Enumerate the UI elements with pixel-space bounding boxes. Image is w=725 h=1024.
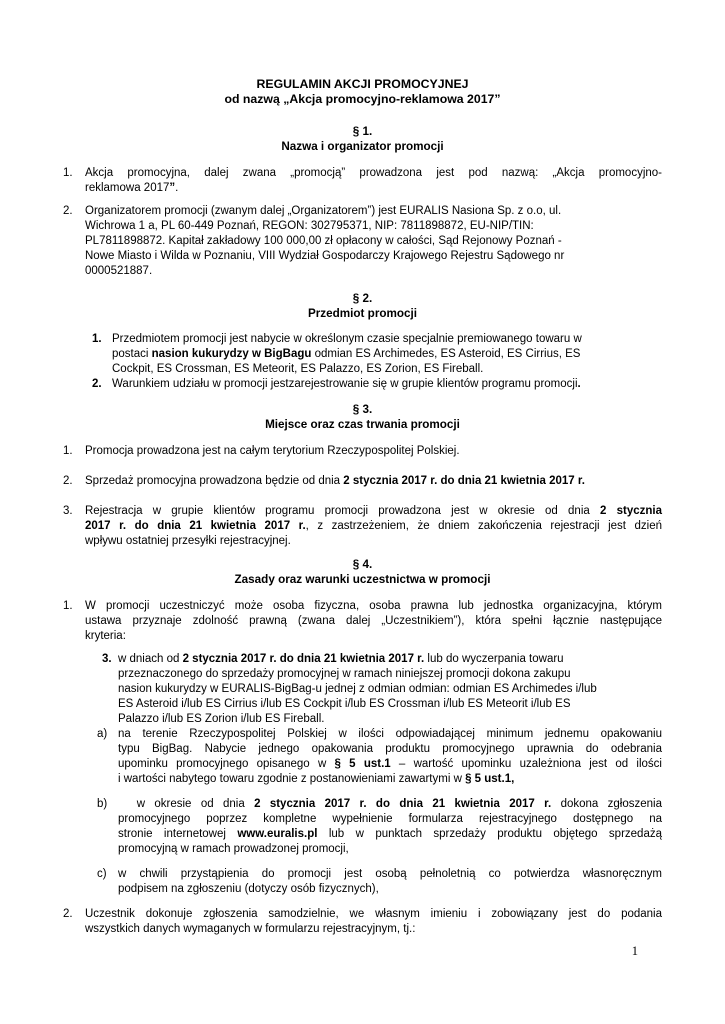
- text-segment: .: [577, 378, 581, 390]
- text-segment: w okresie od dnia: [118, 798, 255, 810]
- list-item: [63, 652, 662, 727]
- item-text: [85, 444, 662, 459]
- text-segment: § 5 ust.1: [334, 758, 391, 770]
- item-marker: a): [97, 728, 108, 740]
- text-segment: PL7811898872. Kapitał zakładowy 100 000,00 zł opłacony w całości, Sąd Rejonowy Poznań -: [85, 235, 562, 247]
- item-text: [85, 504, 662, 549]
- text-segment: 2017 r. do dnia 21 kwietnia 2017 r.: [85, 520, 306, 532]
- text-line: [85, 234, 662, 249]
- item-marker: 1.: [63, 445, 73, 457]
- text-line: [85, 204, 662, 219]
- text-line: [112, 332, 662, 347]
- text-line: [118, 842, 662, 857]
- text-line: [85, 474, 662, 489]
- text-segment: upominku promocyjnego opisanego w: [118, 758, 335, 770]
- text-segment: Akcja promocyjna, dalej zwana „promocją” prowadzona jest pod nazwą: „Akcja promocyjno-: [85, 167, 662, 179]
- section-heading: [63, 402, 662, 432]
- item-text: [85, 599, 662, 644]
- list-item: [63, 377, 662, 392]
- item-marker: 2.: [63, 908, 73, 920]
- text-segment: typu BigBag. Nabycie jednego opakowania produktu promocyjnego uprawnia do odebrania: [118, 743, 662, 755]
- text-segment: i wartości nabytego towaru zgodnie z postanowieniami zawartymi w: [118, 773, 466, 785]
- text-segment: nasion kukurydzy w EURALIS-BigBag-u jednej z odmian odmian: odmian ES Archimedes i/lub: [118, 683, 597, 695]
- text-segment: promocyjną w ramach prowadzonej promocji,: [118, 843, 349, 855]
- list-item: [63, 332, 662, 377]
- text-line: [112, 362, 662, 377]
- text-line: [85, 264, 662, 279]
- item-text: [85, 474, 662, 489]
- item-marker: 2.: [63, 475, 73, 487]
- text-segment: odmian ES Archimedes, ES Asteroid, ES Cirrius, ES: [311, 348, 581, 360]
- text-segment: 2 stycznia 2017 r. do dnia 21 kwietnia 2017 r.: [343, 475, 585, 487]
- text-line: [118, 667, 662, 682]
- list-item: [63, 599, 662, 644]
- text-segment: Organizatorem promocji (zwanym dalej „Organizatorem”) jest EURALIS Nasiona Sp. z o.o, ul.: [85, 205, 562, 217]
- text-line: [118, 772, 662, 787]
- item-marker: 1.: [92, 333, 102, 345]
- text-segment: lub w punktach sprzedaży produktu objętego sprzedażą: [317, 828, 662, 840]
- text-line: [85, 534, 662, 549]
- text-line: [118, 712, 662, 727]
- text-segment: Uczestnik dokonuje zgłoszenia samodzielnie, we własnym imieniu i zobowiązany jest do podania: [85, 908, 662, 920]
- title-line-1: REGULAMIN AKCJI PROMOCYJNEJ: [256, 77, 469, 91]
- text-segment: Wichrowa 1 a, PL 60-449 Poznań, REGON: 302795371, NIP: 7811898872, EU-NIP/TIN:: [85, 220, 534, 232]
- list-item: [63, 204, 662, 279]
- text-segment: Palazzo i/lub ES Zorion i/lub ES Fireball.: [118, 713, 325, 725]
- section-number: § 2.: [352, 292, 373, 305]
- text-line: [118, 742, 662, 757]
- item-marker: 3.: [63, 505, 73, 517]
- text-segment: lub do wyczerpania towaru: [424, 653, 564, 665]
- page-footer: [63, 944, 662, 959]
- text-line: [85, 519, 662, 534]
- text-line: [112, 347, 662, 362]
- text-line: [85, 444, 662, 459]
- item-marker: b): [97, 798, 108, 810]
- item-marker: 2.: [92, 378, 102, 390]
- text-segment: 2 stycznia 2017 r. do dnia 21 kwietnia 2017 r.: [254, 798, 552, 810]
- section-heading: [63, 124, 662, 154]
- text-segment: kryteria:: [85, 630, 126, 642]
- list-item: [63, 444, 662, 459]
- item-text: [85, 907, 662, 937]
- text-line: [85, 599, 662, 614]
- text-segment: W promocji uczestniczyć może osoba fizyczna, osoba prawna lub jednostka organizacyjna, którym: [85, 600, 662, 612]
- text-segment: ES Asteroid i/lub ES Cirrius i/lub ES Cockpit i/lub ES Crossman i/lub ES Meteorit i/lub ES: [118, 698, 571, 710]
- list-item: [63, 907, 662, 937]
- text-segment: w dniach od: [118, 653, 183, 665]
- text-segment: stronie internetowej: [118, 828, 238, 840]
- text-line: [118, 882, 662, 897]
- text-line: [118, 682, 662, 697]
- list-item: [63, 474, 662, 489]
- item-text: [112, 332, 662, 377]
- section-number: § 3.: [352, 403, 373, 416]
- text-segment: na terenie Rzeczypospolitej Polskiej w ilości odpowiadającej minimum jednemu opakowaniu: [118, 728, 662, 740]
- page-number: 1: [631, 944, 638, 958]
- list-item: [63, 166, 662, 196]
- section-3: [63, 402, 662, 549]
- text-segment: Warunkiem udziału w promocji jestzarejestrowanie się w grupie klientów programu promocji: [112, 378, 578, 390]
- text-line: [118, 827, 662, 842]
- text-line: [85, 907, 662, 922]
- text-line: [85, 181, 662, 196]
- document-body: [63, 124, 662, 937]
- title-line-2: od nazwą „Akcja promocyjno-reklamowa 2017”: [224, 92, 501, 106]
- text-segment: www.euralis.pl: [237, 828, 318, 840]
- section-number: § 1.: [352, 125, 373, 138]
- item-marker: 2.: [63, 205, 73, 217]
- text-segment: podpisem na zgłoszeniu (dotyczy osób fizycznych),: [118, 883, 379, 895]
- item-text: [118, 727, 662, 787]
- text-segment: Cockpit, ES Crossman, ES Meteorit, ES Palazzo, ES Zorion, ES Fireball.: [112, 363, 484, 375]
- section-title: Przedmiot promocji: [307, 307, 418, 320]
- section-number: § 4.: [352, 558, 373, 571]
- text-segment: postaci: [112, 348, 152, 360]
- text-line: [85, 504, 662, 519]
- text-line: [118, 757, 662, 772]
- text-segment: Przedmiotem promocji jest nabycie w określonym czasie specjalnie premiowanego towaru w: [112, 333, 582, 345]
- section-4: [63, 557, 662, 937]
- text-segment: przeznaczonego do sprzedaży promocyjnej w ramach niniejszej promocji dokona zakupu: [118, 668, 571, 680]
- item-marker: 1.: [63, 600, 73, 612]
- item-text: [112, 377, 662, 392]
- item-marker: 3.: [102, 653, 112, 665]
- text-line: [85, 219, 662, 234]
- text-line: [85, 629, 662, 644]
- item-text: [118, 652, 662, 727]
- item-marker: c): [97, 868, 107, 880]
- text-line: [85, 614, 662, 629]
- section-1: [63, 124, 662, 279]
- text-line: [118, 727, 662, 742]
- text-segment: § 5 ust.1,: [465, 773, 515, 785]
- section-heading: [63, 291, 662, 321]
- list-item: [63, 797, 662, 857]
- text-segment: Rejestracja w grupie klientów programu promocji prowadzona jest w okresie od dnia: [85, 505, 600, 517]
- text-line: [112, 377, 662, 392]
- text-line: [118, 867, 662, 882]
- text-segment: ”: [169, 182, 176, 194]
- item-text: [85, 204, 662, 279]
- item-text: [118, 867, 662, 897]
- text-line: [85, 249, 662, 264]
- text-line: [118, 697, 662, 712]
- text-segment: nasion kukurydzy w BigBagu: [151, 348, 312, 360]
- section-title: Nazwa i organizator promocji: [281, 140, 444, 153]
- text-segment: wszystkich danych wymaganych w formularzu rejestracyjnym, tj.:: [85, 923, 416, 935]
- text-segment: 2 stycznia 2017 r. do dnia 21 kwietnia 2017 r.: [182, 653, 425, 665]
- section-title: Miejsce oraz czas trwania promocji: [265, 418, 460, 431]
- item-marker: 1.: [63, 167, 73, 179]
- text-segment: , z zastrzeżeniem, że dniem zakończenia rejestracji jest dzień: [305, 520, 662, 532]
- text-line: [118, 797, 662, 812]
- text-segment: 0000521887.: [85, 265, 153, 277]
- list-item: [63, 867, 662, 897]
- text-line: [118, 652, 662, 667]
- text-segment: w chwili przystąpienia do promocji jest osobą pełnoletnią co potwierdza własnoręcznym: [118, 868, 662, 880]
- list-item: [63, 504, 662, 549]
- list-item: [63, 727, 662, 787]
- text-line: [85, 922, 662, 937]
- section-heading: [63, 557, 662, 587]
- text-segment: 2 stycznia: [600, 505, 662, 517]
- section-title: Zasady oraz warunki uczestnictwa w promocji: [234, 573, 491, 586]
- text-segment: .: [175, 182, 179, 194]
- document-title: [63, 77, 662, 107]
- text-line: [118, 812, 662, 827]
- text-segment: – wartość upominku uzależniona jest od ilości: [390, 758, 662, 770]
- text-line: [85, 166, 662, 181]
- text-segment: promocyjnego poprzez kompletne wypełnienie formularza rejestracyjnego dostępnego na: [118, 813, 662, 825]
- text-segment: Promocja prowadzona jest na całym terytorium Rzeczypospolitej Polskiej.: [85, 445, 460, 457]
- text-segment: wpływu ostatniej przesyłki rejestracyjnej.: [85, 535, 291, 547]
- item-text: [85, 166, 662, 196]
- text-segment: ustawa przyznaje zdolność prawną (zwana dalej „Uczestnikiem”), która spełni łącznie następujące: [85, 615, 662, 627]
- section-2: [63, 291, 662, 392]
- item-text: [118, 797, 662, 857]
- text-segment: reklamowa 2017: [85, 182, 170, 194]
- text-segment: dokona zgłoszenia: [551, 798, 662, 810]
- text-segment: Sprzedaż promocyjna prowadzona będzie od dnia: [85, 475, 344, 487]
- text-segment: Nowe Miasto i Wilda w Poznaniu, VIII Wydział Gospodarczy Krajowego Rejestru Sądowego nr: [85, 250, 565, 262]
